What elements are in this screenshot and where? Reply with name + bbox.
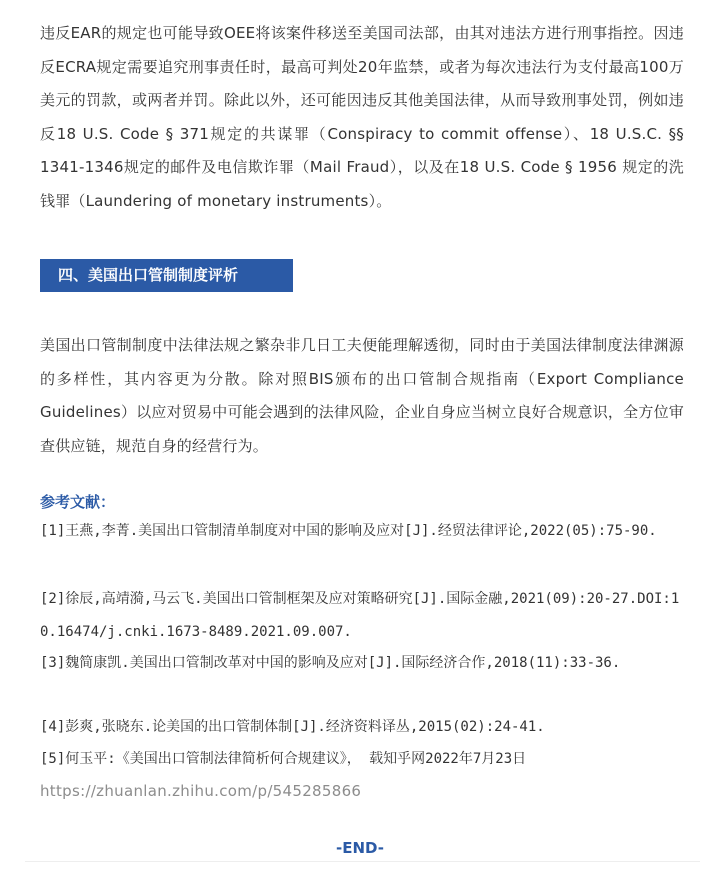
reference-item-2: [2]徐辰,高靖漪,马云飞.美国出口管制框架及应对策略研究[J].国际金融,2021(09):20-27.DOI:10.16474/j.cnki.1673-8489.2021.09.007.: [40, 591, 680, 640]
reference-item-4: [4]彭爽,张晓东.论美国的出口管制体制[J].经济资料译丛,2015(02):24-41.: [40, 719, 545, 735]
references-title: 参考文献：: [40, 493, 116, 511]
reference-url-link[interactable]: https://zhuanlan.zhihu.com/p/545285866: [40, 782, 362, 800]
reference-item-1: [1]王燕,李菁.美国出口管制清单制度对中国的影响及应对[J].经贸法律评论,2022(05):75-90.: [40, 523, 657, 539]
bottom-divider: [25, 861, 700, 862]
body-paragraph-criminal-penalties: 违反EAR的规定也可能导致OEE将该案件移送至美国司法部，由其对违法方进行刑事指控。因违反ECRA规定需要追究刑事责任时，最高可判处20年监禁，或者为每次违法行为支付最高100万美元的罚款，或两者并罚。除此以外，还可能因违反其他美国法律，从而导致刑事处罚，例如违反18 U.S. Code § 371规定的共谋罪（Conspiracy to commit offense）、18 U.S.C. §§ 1341-1346规定的邮件及电信欺诈罪（Mail Fraud），以及在18 U.S. Code § 1956 规定的洗钱罪（Laundering of monetary instruments）。: [40, 24, 684, 210]
section-heading: 四、美国出口管制制度评析: [40, 259, 293, 292]
reference-item-5: [5]何玉平:《美国出口管制法律简析何合规建议》， 载知乎网2022年7月23日: [40, 751, 527, 767]
body-paragraph-evaluation: 美国出口管制制度中法律法规之繁杂非几日工夫便能理解透彻，同时由于美国法律制度法律渊源的多样性，其内容更为分散。除对照BIS颁布的出口管制合规指南（Export Compliance Guidelines）以应对贸易中可能会遇到的法律风险，企业自身应当树立良好合规意识，全方位审查供应链，规范自身的经营行为。: [40, 336, 684, 455]
reference-item-3: [3]魏简康凯.美国出口管制改革对中国的影响及应对[J].国际经济合作,2018(11):33-36.: [40, 655, 621, 671]
end-marker: -END-: [336, 839, 384, 857]
